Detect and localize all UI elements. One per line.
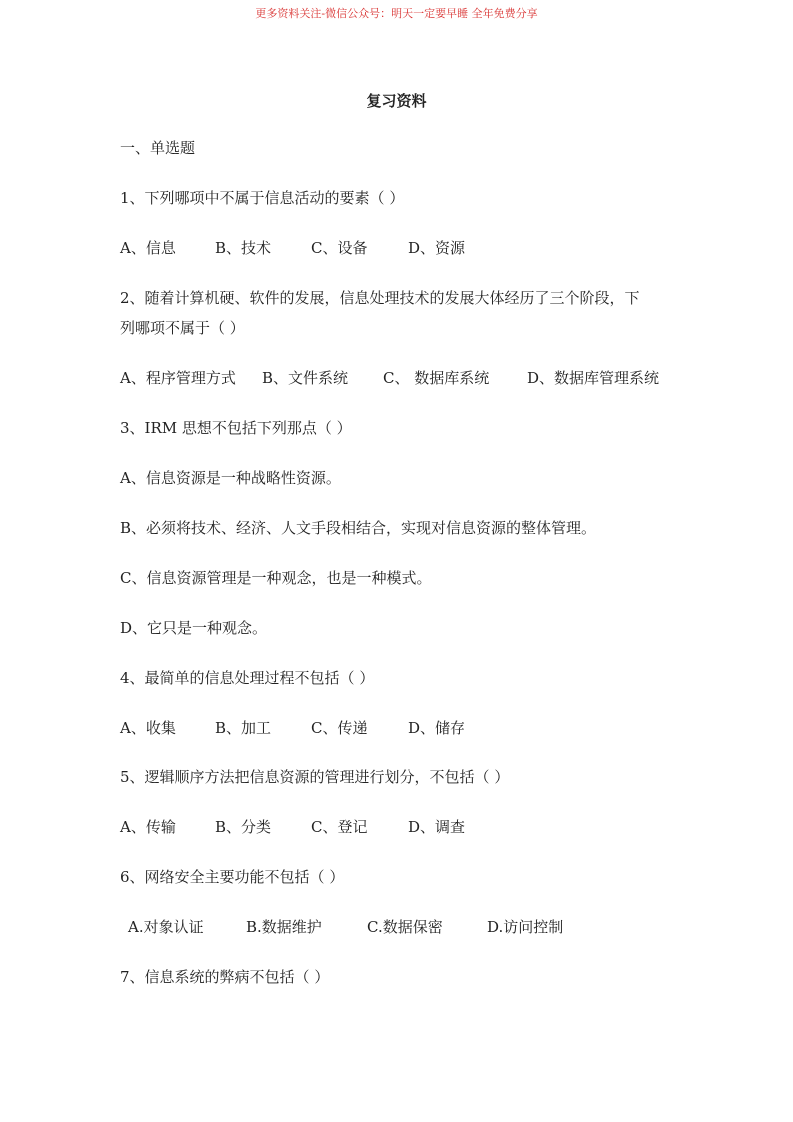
q1-option-b: B、技术	[215, 239, 272, 257]
q2-option-c: C、 数据库系统	[383, 369, 490, 387]
q4-option-c: C、传递	[311, 719, 368, 737]
question-5: 5、逻辑顺序方法把信息资源的管理进行划分，不包括（ ）	[120, 768, 510, 786]
q4-option-d: D、储存	[408, 719, 466, 737]
question-7: 7、信息系统的弊病不包括（ ）	[120, 968, 330, 986]
q2-option-b: B、文件系统	[262, 369, 349, 387]
q6-option-a: A.对象认证	[128, 918, 204, 936]
section-heading: 一、单选题	[120, 139, 196, 157]
question-6: 6、网络安全主要功能不包括（ ）	[120, 868, 345, 886]
q3-option-a: A、信息资源是一种战略性资源。	[120, 469, 341, 487]
question-4: 4、最简单的信息处理过程不包括（ ）	[120, 669, 375, 687]
q1-option-c: C、设备	[311, 239, 368, 257]
q1-option-a: A、信息	[120, 239, 176, 257]
q4-option-b: B、加工	[215, 719, 272, 737]
q5-option-c: C、登记	[311, 818, 368, 836]
question-1: 1、下列哪项中不属于信息活动的要素（ ）	[120, 189, 405, 207]
question-3: 3、IRM 思想不包括下列那点（ ）	[120, 419, 352, 437]
q6-option-d: D.访问控制	[487, 918, 564, 936]
q1-option-d: D、资源	[408, 239, 466, 257]
question-2: 2、随着计算机硬、软件的发展，信息处理技术的发展大体经历了三个阶段，下	[120, 289, 640, 307]
q2-option-d: D、数据库管理系统	[527, 369, 660, 387]
q4-option-a: A、收集	[120, 719, 176, 737]
q6-option-c: C.数据保密	[367, 918, 443, 936]
q6-option-b: B.数据维护	[246, 918, 322, 936]
header-banner: 更多资料关注-微信公众号：明天一定要早睡 全年免费分享	[255, 7, 538, 20]
page-title: 复习资料	[366, 92, 427, 110]
q5-option-d: D、调查	[408, 818, 466, 836]
question-2-cont: 列哪项不属于（ ）	[120, 319, 245, 337]
q3-option-b: B、必须将技术、经济、人文手段相结合，实现对信息资源的整体管理。	[120, 519, 597, 537]
q2-option-a: A、程序管理方式	[120, 369, 236, 387]
q5-option-b: B、分类	[215, 818, 272, 836]
q3-option-d: D、它只是一种观念。	[120, 619, 268, 637]
q5-option-a: A、传输	[120, 818, 176, 836]
q3-option-c: C、信息资源管理是一种观念，也是一种模式。	[120, 569, 432, 587]
